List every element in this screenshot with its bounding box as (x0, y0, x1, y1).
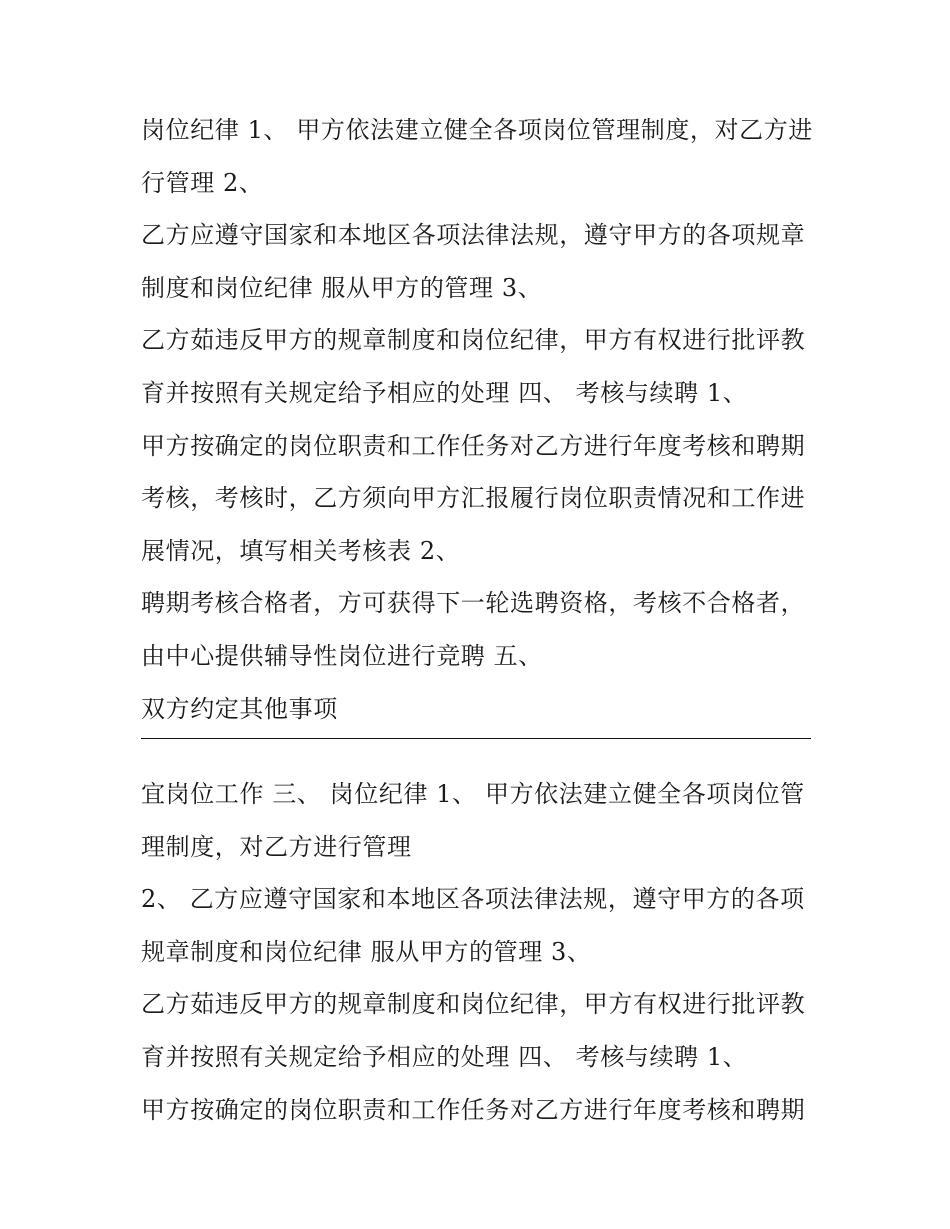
text-line: 乙方茹违反甲方的规章制度和岗位纪律，甲方有权进行批评教 (141, 326, 806, 355)
text-line: 宜岗位工作 三、 岗位纪律 1、 甲方依法建立健全各项岗位管 (141, 780, 805, 808)
text-line: 乙方茹违反甲方的规章制度和岗位纪律，甲方有权进行批评教 (141, 990, 806, 1019)
text-block-1 (141, 104, 821, 735)
text-line: 制度和岗位纪律 服从甲方的管理 3、 (141, 273, 543, 302)
text-line: 由中心提供辅导性岗位进行竞聘 五、 (141, 641, 543, 670)
text-line: 考核，考核时，乙方须向甲方汇报履行岗位职责情况和工作进 (141, 484, 806, 513)
text-line: 聘期考核合格者，方可获得下一轮选聘资格，考核不合格者， (141, 589, 806, 618)
text-line: 规章制度和岗位纪律 服从甲方的管理 3、 (141, 937, 592, 966)
text-line: 双方约定其他事项 (141, 694, 338, 723)
text-line: 岗位纪律 1、 甲方依法建立健全各项岗位管理制度，对乙方进 (141, 116, 813, 144)
text-line: 理制度，对乙方进行管理 (141, 832, 412, 861)
text-line: 行管理 2、 (141, 168, 264, 197)
text-line: 甲方按确定的岗位职责和工作任务对乙方进行年度考核和聘期 (141, 431, 806, 460)
text-line: 乙方应遵守国家和本地区各项法律法规，遵守甲方的各项规章 (141, 221, 806, 250)
text-line: 展情况，填写相关考核表 2、 (141, 536, 461, 565)
text-line: 育并按照有关规定给予相应的处理 四、 考核与续聘 1、 (141, 1042, 748, 1071)
text-line: 育并按照有关规定给予相应的处理 四、 考核与续聘 1、 (141, 378, 748, 407)
horizontal-divider (141, 738, 811, 739)
text-block-2 (141, 768, 821, 1136)
text-line: 甲方按确定的岗位职责和工作任务对乙方进行年度考核和聘期 (141, 1095, 806, 1124)
text-line: 2、 乙方应遵守国家和本地区各项法律法规，遵守甲方的各项 (141, 885, 805, 914)
